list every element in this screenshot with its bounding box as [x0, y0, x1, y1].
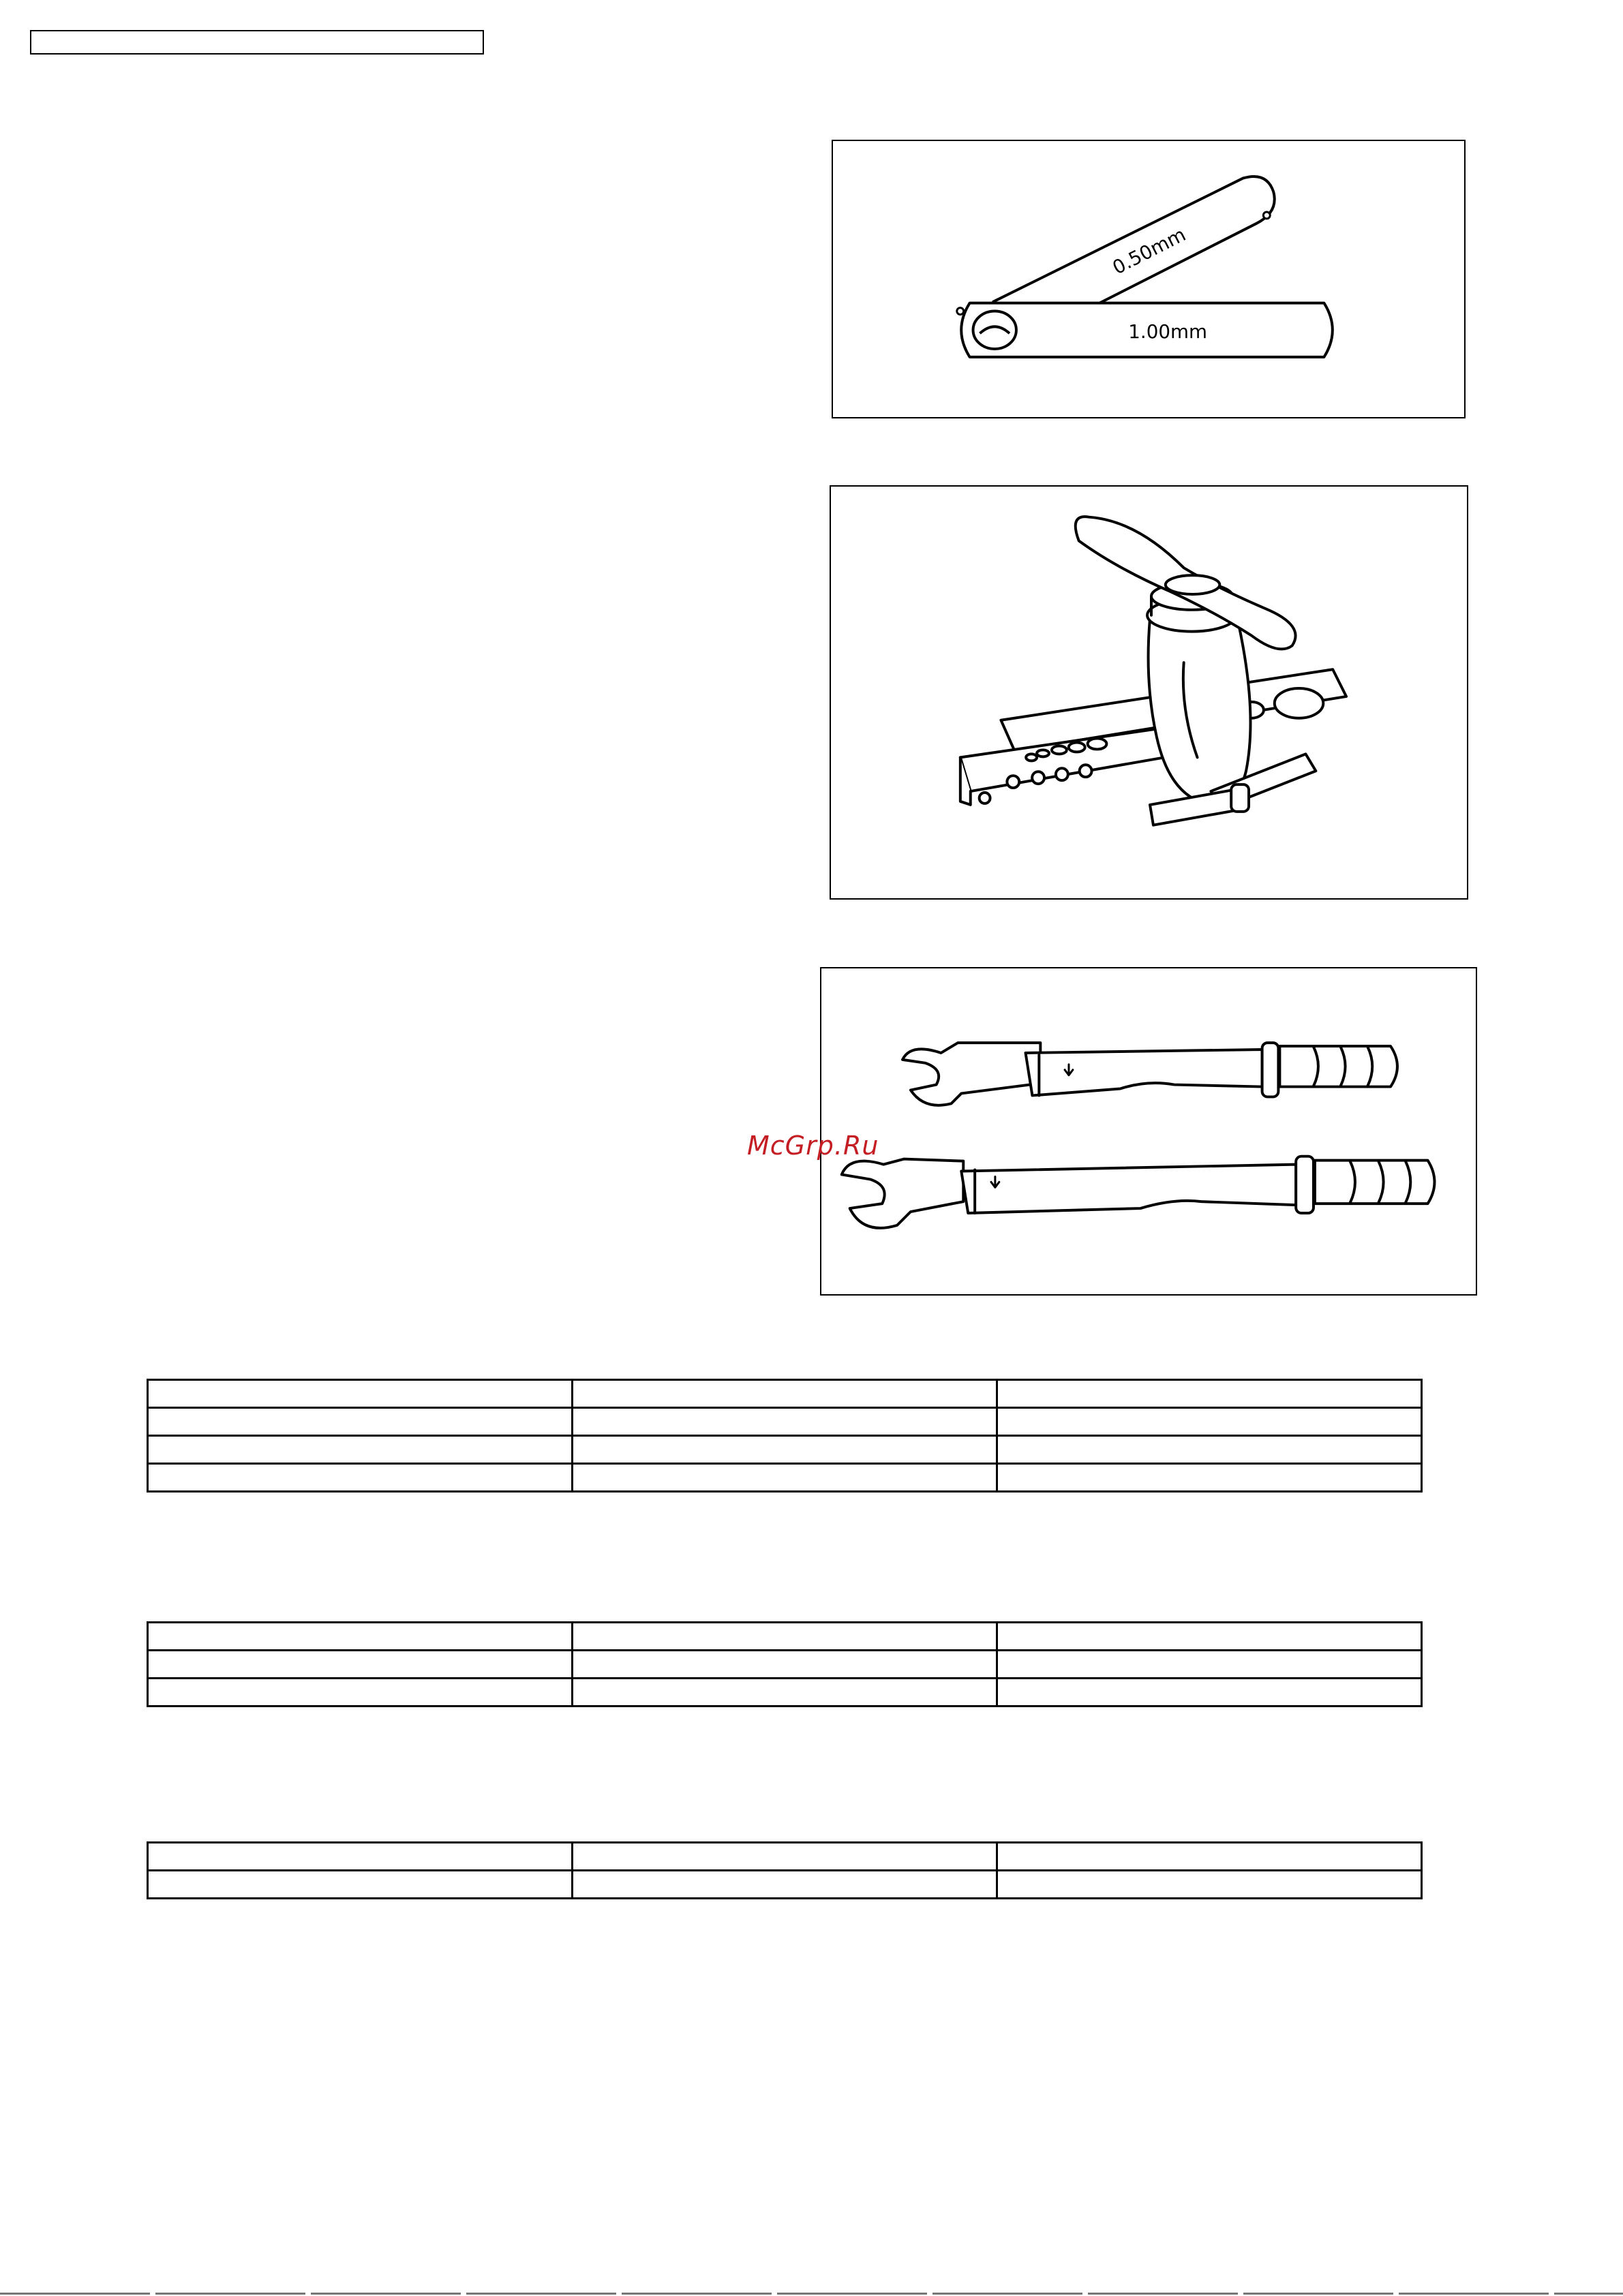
table-row	[148, 1436, 1422, 1464]
table-cell	[148, 1436, 573, 1464]
table-cell	[148, 1871, 573, 1899]
table-cell	[997, 1408, 1422, 1436]
blade-label-100: 1.00mm	[1128, 320, 1208, 343]
table-cell	[573, 1380, 997, 1408]
footer-rule	[0, 2293, 1623, 2295]
torque-wrench-drawing	[821, 968, 1476, 1294]
spec-table-1	[147, 1379, 1423, 1493]
table-cell	[573, 1843, 997, 1871]
torque-wrench-figure	[820, 967, 1477, 1296]
table-cell	[997, 1679, 1422, 1706]
table-cell	[997, 1871, 1422, 1899]
spec-table-2	[147, 1621, 1423, 1707]
table-cell	[148, 1464, 573, 1492]
table-cell	[148, 1623, 573, 1651]
flaring-tool-figure	[830, 485, 1468, 900]
table-row	[148, 1871, 1422, 1899]
table-cell	[148, 1679, 573, 1706]
spec-table-3	[147, 1841, 1423, 1899]
table-cell	[997, 1651, 1422, 1679]
table-cell	[573, 1408, 997, 1436]
table-row	[148, 1464, 1422, 1492]
table-cell	[573, 1679, 997, 1706]
table-row	[148, 1380, 1422, 1408]
table-cell	[997, 1843, 1422, 1871]
watermark: McGrp.Ru	[747, 1131, 879, 1161]
table-cell	[573, 1436, 997, 1464]
table-row	[148, 1623, 1422, 1651]
table-row	[148, 1651, 1422, 1679]
table-cell	[573, 1464, 997, 1492]
table-cell	[997, 1464, 1422, 1492]
table-cell	[573, 1871, 997, 1899]
table-cell	[148, 1380, 573, 1408]
table-cell	[148, 1408, 573, 1436]
table-cell	[997, 1380, 1422, 1408]
table-row	[148, 1408, 1422, 1436]
flaring-tool-drawing	[831, 487, 1467, 898]
table-cell	[997, 1436, 1422, 1464]
table-cell	[148, 1651, 573, 1679]
feeler-gauge-drawing	[833, 141, 1464, 417]
blade-label-050: 0.50mm	[1108, 223, 1189, 279]
table-cell	[573, 1651, 997, 1679]
feeler-gauge-figure	[832, 140, 1466, 418]
header-box	[30, 30, 484, 55]
table-cell	[573, 1623, 997, 1651]
table-row	[148, 1843, 1422, 1871]
table-cell	[148, 1843, 573, 1871]
table-row	[148, 1679, 1422, 1706]
table-cell	[997, 1623, 1422, 1651]
